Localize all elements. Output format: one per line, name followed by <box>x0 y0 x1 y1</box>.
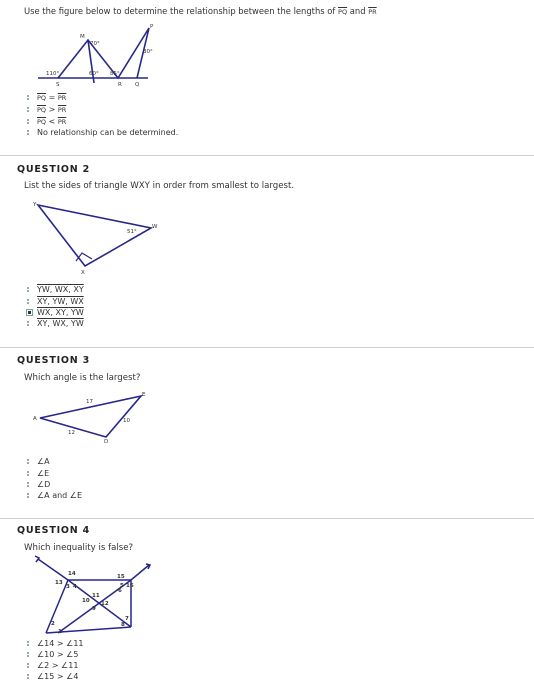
q3-option-4[interactable]: ∠A and ∠E <box>26 491 82 501</box>
q1-option-1[interactable]: $\overline{PQ} = \overline{PR}$ <box>26 93 66 103</box>
q3-label-d: D <box>104 439 109 445</box>
q3-option-3[interactable]: ∠D <box>26 480 50 490</box>
q3-label-e: E <box>142 392 146 398</box>
q4-angle-6: 6 <box>118 588 122 594</box>
q1-angle-85: 85° <box>110 71 120 77</box>
q4-angle-7: 7 <box>125 616 129 622</box>
q2-label-x: X <box>81 270 85 276</box>
q1-option-2[interactable]: $\overline{PQ} > \overline{PR}$ <box>26 105 66 115</box>
q1-angle-30: 30° <box>143 49 153 55</box>
q4-angle-13: 13 <box>55 580 63 586</box>
q2-label-y: Y <box>33 202 37 208</box>
q4-angle-2: 2 <box>51 621 55 627</box>
q4-angle-10: 10 <box>82 598 90 604</box>
q1-segment-b: $\overline{PR}$ <box>368 8 377 16</box>
q1-label-p: P <box>150 24 154 30</box>
q4-angle-8: 8 <box>121 622 125 628</box>
q4-angle-3: 3 <box>66 584 70 590</box>
q1-option-4[interactable]: No relationship can be determined. <box>26 128 178 138</box>
q4-angle-1: 1 <box>58 629 62 635</box>
q3-prompt: Which angle is the largest? <box>24 373 141 383</box>
q1-label-s: S <box>56 82 60 88</box>
q1-angle-110: 110° <box>46 71 60 77</box>
q4-option-1[interactable]: ∠14 > ∠11 <box>26 639 84 649</box>
q4-angle-15: 15 <box>117 574 125 580</box>
q1-label-r: R <box>118 82 122 88</box>
q4-angle-12: 12 <box>101 601 109 607</box>
q4-angle-4: 4 <box>73 584 77 590</box>
q4-title: QUESTION 4 <box>17 525 91 536</box>
radio-button[interactable] <box>26 640 33 647</box>
q1-prompt: Use the figure below to determine the relationship between the lengths of $\overline{PQ}$ and $\overline{PR}$ <box>24 6 377 16</box>
q1-segment-a: $\overline{PQ}$ <box>338 8 348 16</box>
q4-option-3[interactable]: ∠2 > ∠11 <box>26 661 78 671</box>
q4-prompt: Which inequality is false? <box>24 543 134 553</box>
q4-option-2[interactable]: ∠10 > ∠5 <box>26 650 78 660</box>
q4-angle-11: 11 <box>92 593 100 599</box>
q4-angle-5: 5 <box>120 583 124 589</box>
q2-prompt: List the sides of triangle WXY in order from smallest to largest. <box>24 181 295 191</box>
radio-button[interactable] <box>26 651 33 658</box>
q3-title: QUESTION 3 <box>17 355 91 366</box>
q3-side-17: 17 <box>86 399 93 405</box>
q4-option-4[interactable]: ∠15 > ∠4 <box>26 672 78 682</box>
q4-angle-14: 14 <box>68 571 76 577</box>
q1-angle-70: 70° <box>90 41 100 47</box>
q1-angle-60: 60° <box>89 71 99 77</box>
q3-option-2[interactable]: ∠E <box>26 469 49 479</box>
q2-option-3[interactable]: WX, XY, YW <box>26 308 84 318</box>
q3-label-a: A <box>33 416 37 422</box>
radio-button[interactable] <box>26 662 33 669</box>
q1-option-3[interactable]: $\overline{PQ} < \overline{PR}$ <box>26 117 66 127</box>
q4-angle-16: 16 <box>126 583 134 589</box>
q2-angle-51: 51° <box>127 229 137 235</box>
q2-label-w: W <box>152 224 158 230</box>
q2-option-2[interactable]: XY, YW, WX <box>26 297 84 307</box>
q1-label-m: M <box>80 34 85 40</box>
q2-title: QUESTION 2 <box>17 164 91 175</box>
radio-button[interactable] <box>26 673 33 680</box>
q2-option-1[interactable]: YW, WX, XY <box>26 285 84 295</box>
q3-side-10: 10 <box>123 418 130 424</box>
q1-label-q: Q <box>135 82 140 88</box>
q2-option-4[interactable]: XY, WX, YW <box>26 319 84 329</box>
q4-angle-9: 9 <box>92 606 96 612</box>
q3-option-1[interactable]: ∠A <box>26 457 50 467</box>
q3-side-12: 12 <box>68 430 75 436</box>
